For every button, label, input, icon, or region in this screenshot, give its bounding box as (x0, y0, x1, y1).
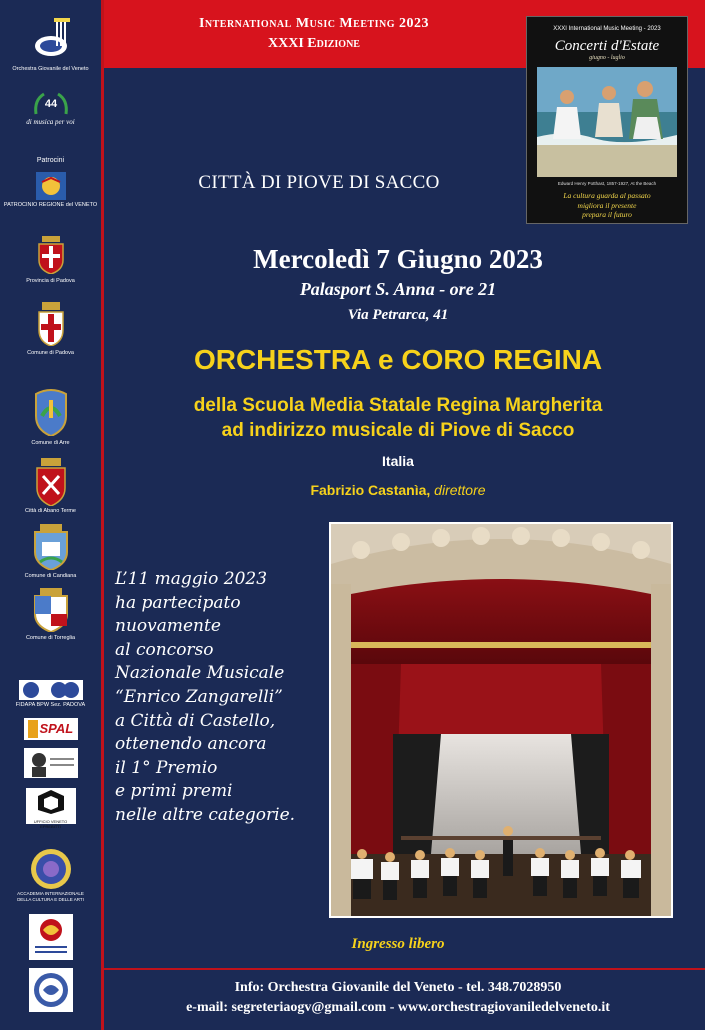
winged-lion-icon (36, 172, 66, 200)
sponsor-caption: Provincia di Padova (26, 278, 75, 284)
coat-of-arms-icon (36, 236, 66, 274)
crest-icon (32, 524, 70, 570)
event-date: Mercoledì 7 Giugno 2023 (253, 244, 543, 274)
story-line: Nazionale Musicale (115, 663, 285, 684)
crest-icon (32, 588, 70, 632)
director-name: Fabrizio Castanìa, (310, 482, 431, 498)
cover-caption: Edward Henry Potthast, 1857-1927, At the Beach (557, 181, 657, 186)
sponsor-bottom (0, 968, 101, 1012)
story-line: ha partecipato (115, 592, 241, 613)
header-edition: XXXI Edizione (268, 36, 360, 51)
sponsor-torreglia (0, 588, 101, 632)
sponsor-comune-arre (0, 386, 101, 436)
anniversary-number: 44 (44, 98, 57, 110)
portrait-icon (24, 748, 78, 778)
portrait-logo (24, 748, 78, 778)
story-line: nelle altre categorie. (115, 804, 296, 825)
info-web: e-mail: segreteriaogv@gmail.com - www.orchestragiovaniledelveneto.it (186, 1000, 610, 1015)
cover-quote (527, 191, 687, 220)
sponsor-world-breath (0, 914, 101, 960)
school-line-1: della Scuola Media Statale Regina Margherita (193, 395, 603, 416)
sponsor-comune-padova (0, 302, 101, 346)
cover-quote-line: La cultura guarda al passato (563, 191, 651, 200)
story-line: “Enrico Zangarelli” (115, 686, 283, 707)
cover-quote-line: prepara il futuro (582, 210, 632, 219)
emblem-icon (29, 968, 73, 1012)
sponsor-caption: Comune di Torreglia (25, 635, 76, 641)
fidapa-logo (19, 680, 83, 700)
story-line: nuovamente (115, 616, 221, 637)
theatre-stage-image (331, 524, 671, 916)
globe-icon (19, 680, 83, 700)
story-text (115, 568, 325, 828)
story-line: il 1° Premio (115, 757, 218, 778)
world-icon (29, 914, 73, 960)
sponsor-abano-terme (0, 458, 101, 506)
sponsor-ufficio (0, 788, 101, 829)
cover-top-text: XXXI International Music Meeting - 2023 (553, 26, 661, 32)
sponsor-caption: UFFICIO VENETO EPREBITTI (33, 819, 68, 829)
story-line: ottenendo ancora (115, 734, 267, 755)
sponsor-caption: Città di Abano Terme (25, 508, 76, 514)
spal-logo (24, 718, 78, 740)
sponsor-caption: FIDAPA BPW Sez. PADOVA (15, 702, 86, 708)
school-line-2: ad indirizzo musicale di Piove di Sacco (221, 420, 575, 441)
story-line: L’11 maggio 2023 (115, 569, 268, 589)
orchestra-photo (329, 522, 673, 918)
org-logo (0, 14, 101, 64)
anniversary-badge (0, 90, 101, 118)
story-line: a Città di Castello, (115, 710, 276, 731)
story-line: e primi premi (115, 781, 233, 802)
header-title: International Music Meeting 2023 (198, 16, 430, 31)
spal-wordmark: SPAL (39, 721, 74, 736)
sponsor-provincia-padova (0, 236, 101, 274)
cover-title: Concerti d'Estate (554, 38, 660, 54)
ufficio-logo (26, 788, 76, 829)
beach-painting-image (537, 67, 677, 177)
sponsor-spal (0, 718, 101, 740)
laurel-icon (32, 90, 70, 118)
cube-icon (26, 788, 76, 814)
story-line: al concorso (115, 639, 214, 660)
sponsor-portrait (0, 748, 101, 778)
director-role: direttore (434, 482, 486, 498)
crest-icon (37, 302, 65, 346)
sponsor-caption: Comune di Arre (31, 440, 70, 446)
crest-icon (32, 386, 70, 436)
sponsor-caption: Comune di Candiana (24, 573, 77, 579)
seal-icon (30, 848, 72, 890)
orchestra-logo-icon (26, 14, 76, 64)
cover-quote-line: migliora il presente (577, 200, 637, 210)
anniversary-caption: di musica per voi (26, 118, 75, 126)
sidebar-divider (101, 0, 104, 1030)
city-title: CITTÀ DI PIOVE DI SACCO (198, 172, 440, 193)
director-credit (104, 482, 692, 498)
ensemble-name: ORCHESTRA e CORO REGINA (193, 344, 603, 375)
sponsor-accademia (0, 848, 101, 890)
world-logo (29, 914, 73, 960)
brochure-cover (526, 16, 688, 224)
cover-subtitle: giugno - luglio (589, 55, 625, 61)
sponsor-regione-veneto (0, 172, 101, 200)
country: Italia (382, 453, 414, 469)
spal-mark-icon (28, 720, 38, 738)
event-address: Via Petrarca, 41 (347, 307, 449, 323)
sponsor-fidapa (0, 680, 101, 700)
free-entry: Ingresso libero (351, 936, 445, 952)
event-venue: Palasport S. Anna - ore 21 (299, 279, 497, 299)
info-contact: Info: Orchestra Giovanile del Veneto - tel. 348.7028950 (234, 980, 562, 995)
footer-divider (104, 968, 705, 970)
org-logo-caption: Orchestra Giovanile del Veneto (12, 66, 89, 72)
crest-icon (35, 458, 67, 506)
bottom-logo (29, 968, 73, 1012)
sponsor-candiana (0, 524, 101, 570)
sponsor-caption: Comune di Padova (27, 350, 74, 356)
patrocini-label: Patrocini (36, 157, 65, 164)
sponsor-caption: PATROCINIO REGIONE del VENETO (3, 202, 98, 208)
sponsor-caption: ACCADEMIA INTERNAZIONALE DELLA CULTURA E DELLE ARTI (17, 891, 84, 902)
